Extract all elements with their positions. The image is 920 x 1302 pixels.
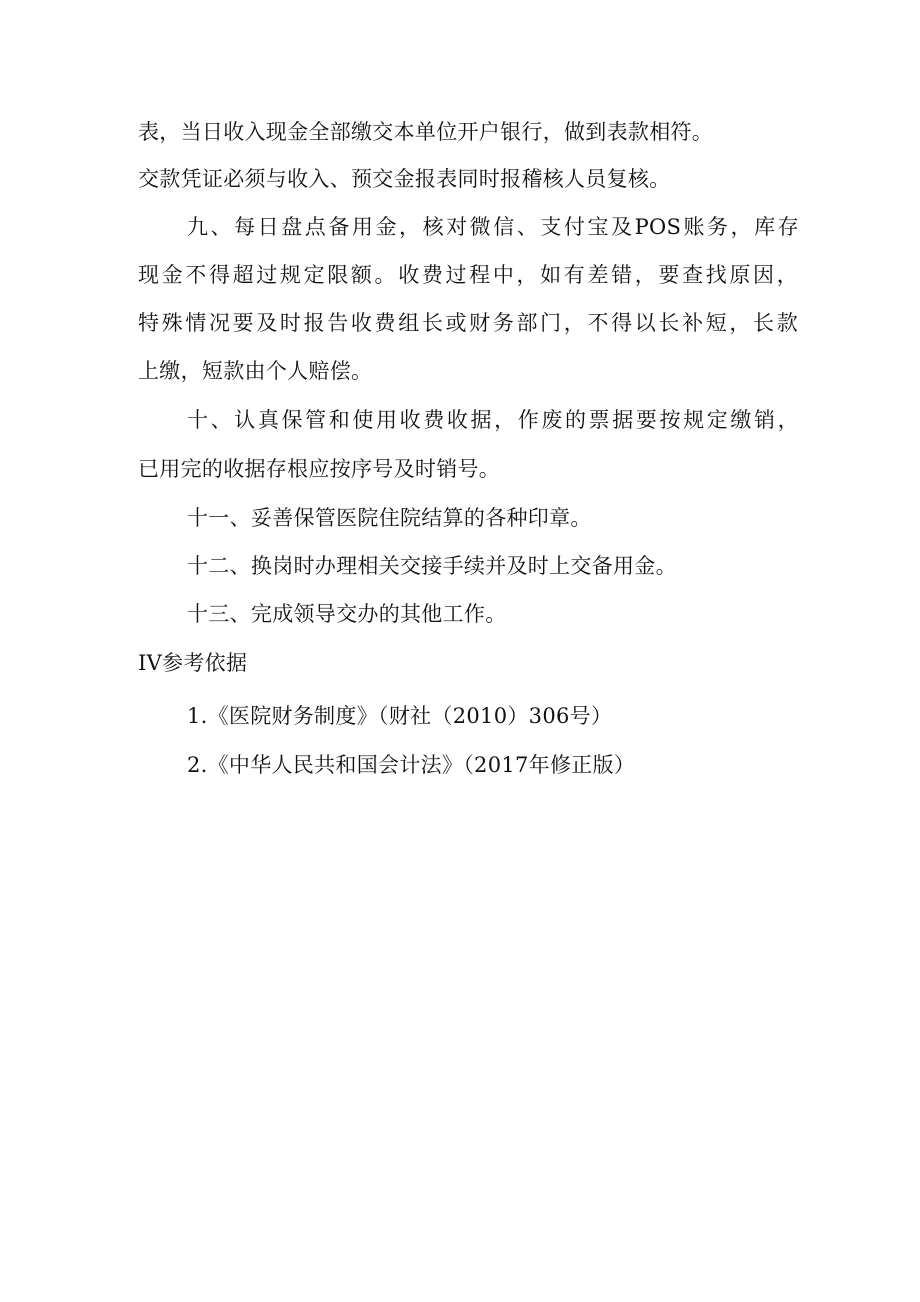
paragraph-line: 九、每日盘点备用金，核对微信、支付宝及POS账务，库存 — [187, 215, 799, 239]
paragraph-line: 交款凭证必须与收入、预交金报表同时报稽核人员复核。 — [138, 167, 671, 191]
section-heading: IV参考依据 — [138, 651, 248, 675]
paragraph-line: 十二、换岗时办理相关交接手续并及时上交备用金。 — [187, 554, 677, 578]
paragraph-line: 上缴，短款由个人赔偿。 — [138, 359, 373, 383]
paragraph-line: 现金不得超过规定限额。收费过程中，如有差错，要查找原因， — [138, 263, 798, 287]
paragraph-line: 特殊情况要及时报告收费组长或财务部门，不得以长补短，长款 — [138, 311, 798, 335]
paragraph-line: 十一、妥善保管医院住院结算的各种印章。 — [187, 506, 592, 530]
paragraph-line: 已用完的收据存根应按序号及时销号。 — [138, 457, 501, 481]
paragraph-line: 表，当日收入现金全部缴交本单位开户银行，做到表款相符。 — [138, 120, 714, 144]
reference-item: 2.《中华人民共和国会计法》（2017年修正版） — [187, 753, 636, 777]
paragraph-line: 十、认真保管和使用收费收据，作废的票据要按规定缴销， — [187, 408, 799, 432]
paragraph-line: 十三、完成领导交办的其他工作。 — [187, 602, 507, 626]
reference-item: 1.《医院财务制度》（财社（2010）306号） — [187, 704, 613, 728]
